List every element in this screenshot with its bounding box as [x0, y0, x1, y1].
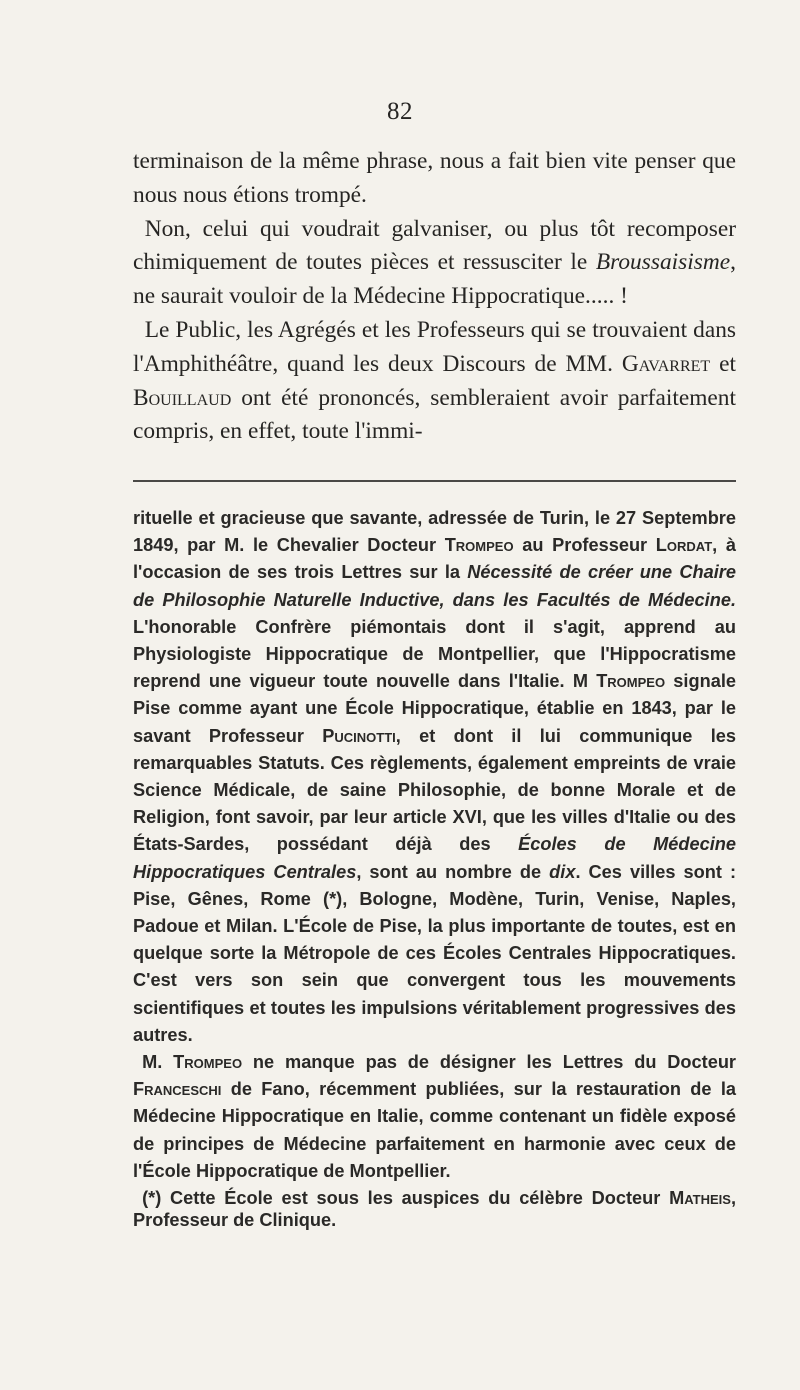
page-number: 82 [387, 98, 413, 125]
footnote-text-b: , Professeur de Clinique. [133, 1188, 736, 1231]
note-1-text-d: L'honorable Confrère piémontais dont il s'agit, apprend au Physiologiste Hippocratique de Montpellier, que l'Hippocratisme reprend une vigueur toute nouvelle dans l'Italie. M [133, 616, 736, 692]
paragraph-1 [133, 145, 736, 213]
note-1-text-e: signale Pise comme ayant une École Hippocratique, établie en 1843, par le savant Professeur [133, 671, 736, 746]
term-ecoles-centrales: Écoles de Médecine Hippocratiques Centrales [133, 834, 736, 882]
paragraph-2-text: Non, celui qui voudrait galvaniser, ou plus tôt recomposer chimiquement de toutes pièces et ressusciter le [133, 215, 736, 276]
footnote [133, 1187, 736, 1231]
note-2-text-a: M. [142, 1052, 174, 1073]
name-lordat: Lordat [655, 535, 713, 556]
main-text [133, 145, 736, 449]
note-1-text-b: au Professeur [513, 535, 656, 556]
note-paragraph-1 [133, 505, 736, 1049]
name-pucinotti: Pucinotti [322, 725, 396, 746]
name-gavarret: Gavarret [621, 350, 711, 377]
paragraph-3-text: Le Public, les Agrégés et les Professeurs qui se trouvaient dans l'Amphithéâtre, quand les deux Discours de MM. [133, 316, 736, 377]
note-1-text-f: , et dont il lui communique les remarquables Statuts. Ces règlements, également empreints de vraie Science Médicale, de saine Philosophie, de bonne Morale et de Religion, font savoir, par leur article XVI, que les villes d'Italie ou des États-Sardes, possédant déjà des [133, 725, 736, 855]
note-block [133, 505, 736, 1231]
paragraph-1-text: terminaison de la même phrase, nous a fait bien vite penser que nous nous étions trompé. [133, 148, 736, 208]
paragraph-2-text-end: , ne saurait vouloir de la Médecine Hippocratique..... ! [133, 249, 736, 310]
note-1-text-c: , à l'occasion de ses trois Lettres sur la [133, 535, 736, 583]
note-2-text-c: de Fano, récemment publiées, sur la restauration de la Médecine Hippocratique en Italie, comme contenant un fidèle exposé de principes de Médecine parfaitement en harmonie avec ceux de l'École Hippocratique de Montpellier. [133, 1079, 736, 1181]
name-trompeo: Trompeo [444, 535, 514, 556]
name-matheis: Matheis [669, 1188, 731, 1209]
note-1-text-g: , sont au nombre de [356, 861, 550, 882]
note-1-text-h: . Ces villes sont : Pise, Gênes, Rome (*), Bologne, Modène, Turin, Venise, Naples, Padoue et Milan. L'École de Pise, la plus importante de toutes, est en quelque sorte la Métropole de ces Écoles Centrales Hippocratiques. C'est vers son sein que convergent tous les mouvements scientifiques et toutes les impulsions véritablement progressives des autres. [133, 861, 736, 1045]
name-trompeo-3: Trompeo [173, 1052, 243, 1073]
footnote-divider [133, 480, 736, 482]
title-necessite: Nécessité de créer une Chaire de Philosophie Naturelle Inductive, dans les Facultés de Médecine. [133, 562, 736, 610]
paragraph-3-text-end: ont été prononcés, sembleraient avoir parfaitement compris, en effet, toute l'immi- [133, 384, 736, 445]
paragraph-2 [133, 213, 736, 314]
note-2-text-b: ne manque pas de désigner les Lettres du Docteur [242, 1052, 737, 1073]
term-dix: dix [549, 861, 576, 882]
note-paragraph-2 [133, 1049, 736, 1185]
footnote-text-a: (*) Cette École est sous les auspices du célèbre Docteur [142, 1188, 670, 1209]
name-franceschi: Franceschi [133, 1079, 222, 1100]
paragraph-3-conjunction: et [710, 350, 736, 377]
name-trompeo-2: Trompeo [596, 671, 666, 692]
term-broussaisisme: Broussaisisme [595, 249, 731, 276]
paragraph-3 [133, 314, 736, 449]
note-1-text-a: rituelle et gracieuse que savante, adressée de Turin, le 27 Septembre 1849, par M. le Chevalier Docteur [133, 508, 736, 556]
name-bouillaud: Bouillaud [133, 384, 232, 411]
